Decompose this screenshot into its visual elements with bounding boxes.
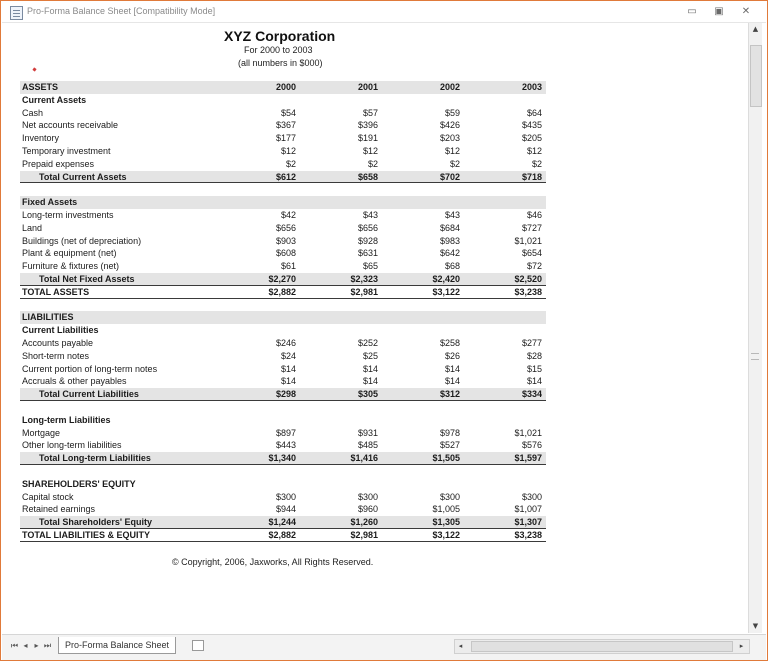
table-row[interactable] — [20, 363, 546, 376]
subtotal-row[interactable] — [20, 171, 546, 184]
row-value: $684 — [439, 222, 460, 233]
row-value: $527 — [439, 440, 460, 451]
table-row[interactable] — [20, 222, 546, 235]
spacer-row — [20, 465, 546, 478]
row-label: Long-term Liabilities — [22, 414, 111, 425]
row-value: $727 — [521, 222, 542, 233]
table-row[interactable] — [20, 337, 546, 350]
table-row[interactable] — [20, 350, 546, 363]
row-value: $3,122 — [432, 286, 460, 297]
subsection-label-row[interactable] — [20, 324, 546, 337]
row-value: $312 — [439, 389, 460, 400]
row-value: $2,981 — [350, 530, 378, 540]
row-value: $435 — [521, 120, 542, 131]
table-row[interactable] — [20, 132, 546, 145]
row-label: SHAREHOLDERS' EQUITY — [22, 478, 136, 489]
row-value: $14 — [280, 376, 296, 387]
scroll-down-icon[interactable]: ▼ — [752, 622, 759, 630]
row-label: Fixed Assets — [22, 197, 78, 208]
table-row[interactable] — [20, 107, 546, 120]
horizontal-scroll-thumb[interactable] — [471, 641, 733, 652]
year-column-header: 2002 — [439, 82, 460, 92]
row-value: $15 — [526, 363, 542, 374]
row-label: Other long-term liabilities — [22, 440, 122, 451]
row-value: $14 — [362, 376, 378, 387]
row-value: $1,005 — [432, 504, 460, 515]
row-value: $43 — [362, 210, 378, 220]
period-subtitle: For 2000 to 2003 — [244, 45, 313, 55]
row-value: $12 — [526, 146, 542, 156]
row-label: Total Long-term Liabilities — [39, 453, 151, 464]
year-column-header: 2000 — [275, 82, 296, 92]
row-value: $1,021 — [514, 427, 542, 438]
row-value: $612 — [275, 171, 296, 182]
units-note: (all numbers in $000) — [238, 58, 323, 68]
row-value: $897 — [275, 427, 296, 438]
row-label: TOTAL ASSETS — [22, 286, 90, 297]
row-value: $944 — [275, 504, 296, 515]
year-column-header: 2001 — [357, 82, 378, 92]
row-label: Temporary investment — [22, 146, 111, 156]
row-value: $1,007 — [514, 504, 542, 515]
row-value: $12 — [280, 146, 296, 156]
insert-sheet-icon[interactable] — [192, 640, 204, 651]
row-value: $3,238 — [514, 286, 542, 297]
row-value: $191 — [357, 133, 378, 144]
row-label: Total Net Fixed Assets — [39, 274, 135, 284]
row-value: $903 — [275, 235, 296, 246]
section-header-row[interactable] — [20, 196, 546, 209]
row-value: $426 — [439, 120, 460, 131]
row-value: $443 — [275, 440, 296, 451]
window-title: Pro-Forma Balance Sheet [Compatibility Mode] — [27, 6, 216, 16]
grand-total-row[interactable] — [20, 529, 546, 542]
section-header-row[interactable] — [20, 311, 546, 324]
table-row[interactable] — [20, 145, 546, 158]
row-value: $1,340 — [268, 453, 296, 464]
table-row[interactable] — [20, 260, 546, 273]
subtotal-row[interactable] — [20, 452, 546, 465]
row-value: $396 — [357, 120, 378, 131]
row-label: Total Current Liabilities — [39, 389, 139, 400]
row-value: $1,021 — [514, 235, 542, 246]
scroll-left-icon[interactable]: ◂ — [458, 642, 463, 650]
row-value: $14 — [444, 376, 460, 387]
row-value: $57 — [362, 107, 378, 118]
row-value: $258 — [439, 338, 460, 348]
row-label: Land — [22, 222, 43, 233]
subsection-label-row[interactable] — [20, 414, 546, 427]
row-value: $12 — [362, 146, 378, 156]
row-value: $14 — [362, 363, 378, 374]
row-label: Capital stock — [22, 491, 74, 502]
row-value: $300 — [275, 491, 296, 502]
row-value: $960 — [357, 504, 378, 515]
row-value: $658 — [357, 171, 378, 182]
row-label: ASSETS — [22, 82, 59, 92]
subtotal-row[interactable] — [20, 273, 546, 286]
table-row[interactable] — [20, 439, 546, 452]
row-value: $65 — [362, 261, 378, 272]
row-value: $3,122 — [432, 530, 460, 540]
row-value: $2 — [531, 158, 542, 169]
row-value: $1,305 — [432, 517, 460, 528]
row-value: $2 — [449, 158, 460, 169]
row-value: $46 — [526, 210, 542, 220]
row-label: Inventory — [22, 133, 60, 144]
row-value: $24 — [280, 350, 296, 361]
row-value: $54 — [280, 107, 296, 118]
subtotal-row[interactable] — [20, 516, 546, 529]
row-value: $2,323 — [350, 274, 378, 284]
row-value: $205 — [521, 133, 542, 144]
sheet-tab-bar — [2, 634, 766, 660]
row-label: Cash — [22, 107, 44, 118]
row-value: $1,505 — [432, 453, 460, 464]
row-value: $305 — [357, 389, 378, 400]
row-label: Mortgage — [22, 427, 61, 438]
spacer-row — [20, 401, 546, 414]
row-value: $277 — [521, 338, 542, 348]
row-value: $1,244 — [268, 517, 296, 528]
row-value: $2 — [367, 158, 378, 169]
row-value: $1,260 — [350, 517, 378, 528]
row-value: $14 — [444, 363, 460, 374]
row-value: $978 — [439, 427, 460, 438]
title-bar — [2, 2, 766, 23]
row-label: Prepaid expenses — [22, 158, 95, 169]
row-value: $64 — [526, 107, 542, 118]
row-label: Accruals & other payables — [22, 376, 127, 387]
row-value: $656 — [275, 222, 296, 233]
sheet-tab-pro-forma[interactable]: Pro-Forma Balance Sheet — [58, 637, 176, 654]
cell-marker — [32, 67, 36, 71]
row-label: Current Liabilities — [22, 325, 99, 336]
row-value: $2,882 — [268, 286, 296, 297]
row-value: $298 — [275, 389, 296, 400]
row-value: $14 — [526, 376, 542, 387]
table-row[interactable] — [20, 375, 546, 388]
row-value: $485 — [357, 440, 378, 451]
table-row[interactable] — [20, 491, 546, 504]
row-value: $2,520 — [514, 274, 542, 284]
row-label: Retained earnings — [22, 504, 96, 515]
prev-sheet-icon[interactable]: ◂ — [23, 641, 28, 650]
subsection-label-row[interactable] — [20, 94, 546, 107]
row-label: Buildings (net of depreciation) — [22, 235, 142, 246]
vertical-scroll-thumb[interactable] — [750, 45, 762, 107]
row-value: $2 — [285, 158, 296, 169]
next-sheet-icon[interactable]: ▸ — [34, 641, 39, 650]
row-value: $300 — [357, 491, 378, 502]
scroll-up-icon[interactable]: ▲ — [752, 25, 759, 33]
row-value: $1,597 — [514, 453, 542, 464]
row-value: $983 — [439, 235, 460, 246]
row-value: $928 — [357, 235, 378, 246]
row-value: $631 — [357, 248, 378, 259]
row-value: $43 — [444, 210, 460, 220]
year-column-header: 2003 — [521, 82, 542, 92]
row-value: $576 — [521, 440, 542, 451]
row-value: $12 — [444, 146, 460, 156]
row-value: $59 — [444, 107, 460, 118]
row-value: $3,238 — [514, 530, 542, 540]
row-value: $2,270 — [268, 274, 296, 284]
row-value: $2,981 — [350, 286, 378, 297]
row-value: $300 — [439, 491, 460, 502]
row-label: TOTAL LIABILITIES & EQUITY — [22, 530, 151, 540]
row-value: $2,882 — [268, 530, 296, 540]
subtotal-row[interactable] — [20, 388, 546, 401]
row-value: $718 — [521, 171, 542, 182]
copyright-text: © Copyright, 2006, Jaxworks, All Rights Reserved. — [172, 557, 374, 567]
row-label: Plant & equipment (net) — [22, 248, 117, 259]
row-value: $252 — [357, 338, 378, 348]
row-value: $1,416 — [350, 453, 378, 464]
restore-button[interactable]: ▣ — [714, 6, 724, 17]
first-sheet-icon[interactable]: ⏮ — [10, 641, 19, 650]
scroll-right-icon[interactable]: ▸ — [739, 642, 744, 650]
table-row[interactable] — [20, 119, 546, 132]
row-value: $246 — [275, 338, 296, 348]
row-label: Net accounts receivable — [22, 120, 119, 131]
row-value: $334 — [521, 389, 542, 400]
row-value: $702 — [439, 171, 460, 182]
row-value: $42 — [280, 210, 296, 220]
row-value: $367 — [275, 120, 296, 131]
row-value: $642 — [439, 248, 460, 259]
row-value: $72 — [526, 261, 542, 272]
row-label: Total Shareholders' Equity — [39, 517, 152, 528]
spacer-row — [20, 183, 546, 196]
table-row[interactable] — [20, 247, 546, 260]
row-value: $177 — [275, 133, 296, 144]
row-value: $61 — [280, 261, 296, 272]
table-row[interactable] — [20, 158, 546, 171]
row-label: Short-term notes — [22, 350, 90, 361]
row-label: Current Assets — [22, 94, 87, 105]
row-label: Furniture & fixtures (net) — [22, 261, 120, 272]
table-row[interactable] — [20, 427, 546, 440]
row-value: $26 — [444, 350, 460, 361]
vertical-scrollbar[interactable] — [748, 23, 762, 633]
column-header-row[interactable] — [20, 81, 546, 94]
last-sheet-icon[interactable]: ⏭ — [43, 641, 52, 650]
horizontal-scrollbar[interactable] — [454, 639, 750, 654]
row-value: $656 — [357, 222, 378, 233]
row-label: Long-term investments — [22, 210, 114, 220]
table-row[interactable] — [20, 235, 546, 248]
row-value: $300 — [521, 491, 542, 502]
spacer-row — [20, 299, 546, 312]
row-value: $25 — [362, 350, 378, 361]
table-row[interactable] — [20, 503, 546, 516]
row-value: $1,307 — [514, 517, 542, 528]
row-value: $608 — [275, 248, 296, 259]
row-value: $68 — [444, 261, 460, 272]
subsection-label-row[interactable] — [20, 478, 546, 491]
row-value: $14 — [280, 363, 296, 374]
excel-document-icon[interactable] — [10, 6, 23, 20]
page-title: XYZ Corporation — [224, 28, 336, 44]
minimize-button[interactable]: ▭ — [687, 6, 697, 17]
grand-total-row[interactable] — [20, 286, 546, 299]
row-value: $654 — [521, 248, 542, 259]
scroll-grip — [751, 353, 759, 360]
row-value: $2,420 — [432, 274, 460, 284]
row-label: LIABILITIES — [22, 312, 74, 323]
row-label: Accounts payable — [22, 338, 94, 348]
row-value: $931 — [357, 427, 378, 438]
row-label: Total Current Assets — [39, 171, 127, 182]
close-button[interactable]: ✕ — [741, 6, 751, 17]
row-label: Current portion of long-term notes — [22, 363, 158, 374]
row-value: $203 — [439, 133, 460, 144]
table-row[interactable] — [20, 209, 546, 222]
worksheet-area[interactable] — [2, 23, 747, 633]
row-value: $28 — [526, 350, 542, 361]
